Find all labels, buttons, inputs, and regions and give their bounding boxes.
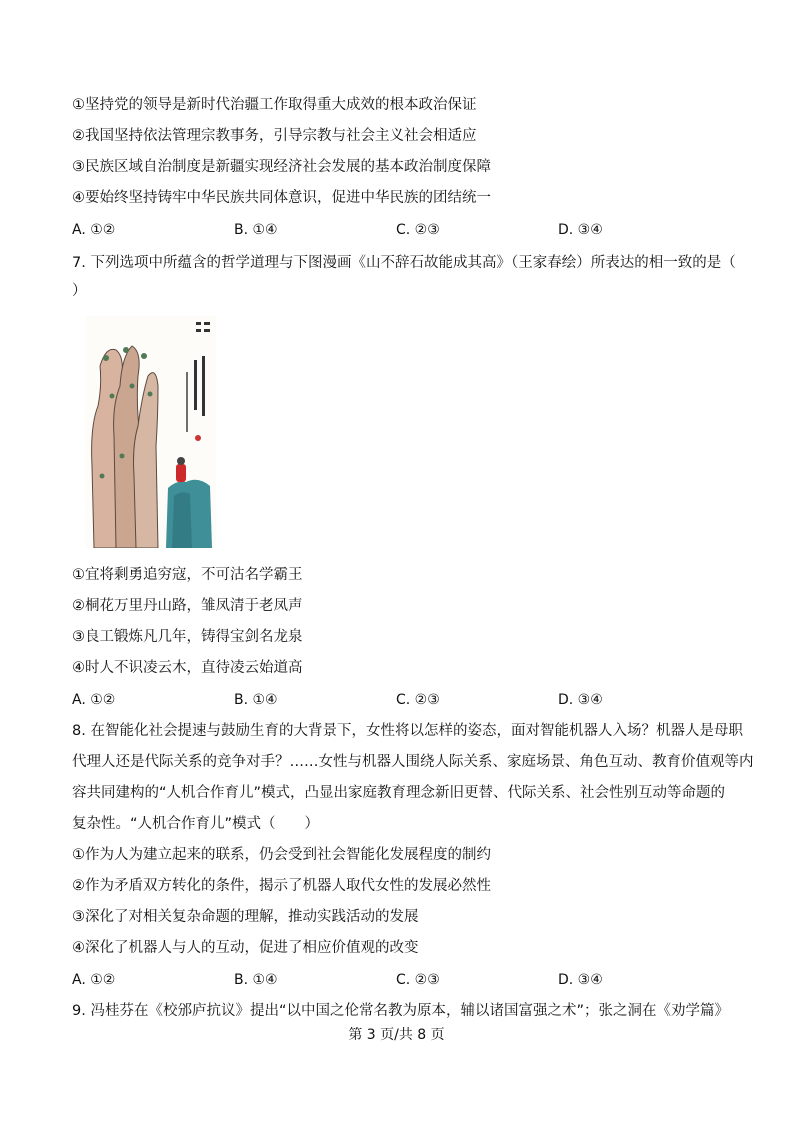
ink-painting-mountain-icon [86, 316, 216, 548]
q6-statement-4: ④要始终坚持铸牢中华民族共同体意识，促进中华民族的团结统一 [72, 190, 491, 206]
q8-stem-line-2: 代理人还是代际关系的竞争对手？……女性与机器人围绕人际关系、家庭场景、角色互动、教育价值观等内 [72, 754, 754, 770]
q8-stem-line-1: 8. 在智能化社会提速与鼓励生育的大背景下，女性将以怎样的姿态，面对智能机器人入场？机器人是母职 [72, 723, 743, 739]
ink-painting-mountain-figure [86, 316, 216, 548]
page-number: 第 3 页/共 8 页 [348, 1027, 445, 1043]
q7-statement-3: ③良工锻炼凡几年，铸得宝剑名龙泉 [72, 629, 303, 645]
q6-option-b: B. ①④ [234, 222, 278, 238]
q7-statement-2: ②桐花万里丹山路，雏凤清于老凤声 [72, 598, 303, 614]
q8-option-d: D. ③④ [558, 972, 603, 988]
q8-stem-line-3: 容共同建构的“人机合作育儿”模式，凸显出家庭教育理念新旧更替、代际关系、社会性别互动等命题的 [72, 785, 726, 801]
q6-statement-2: ②我国坚持依法管理宗教事务，引导宗教与社会主义社会相适应 [72, 128, 477, 144]
q8-option-b: B. ①④ [234, 972, 278, 988]
q7-stem-line-2: ） [72, 283, 87, 299]
q8-statement-4: ④深化了机器人与人的互动，促进了相应价值观的改变 [72, 940, 419, 956]
q8-statement-1: ①作为人为建立起来的联系，仍会受到社会智能化发展程度的制约 [72, 847, 491, 863]
q8-option-c: C. ②③ [396, 972, 440, 988]
q8-stem-line-4: 复杂性。“人机合作育儿”模式（ ） [72, 816, 320, 832]
q7-option-d: D. ③④ [558, 692, 603, 708]
q6-statement-3: ③民族区域自治制度是新疆实现经济社会发展的基本政治制度保障 [72, 159, 491, 175]
q6-option-a: A. ①② [72, 222, 116, 238]
q7-statement-1: ①宜将剩勇追穷寇，不可沽名学霸王 [72, 567, 303, 583]
q7-option-b: B. ①④ [234, 692, 278, 708]
q6-statement-1: ①坚持党的领导是新时代治疆工作取得重大成效的根本政治保证 [72, 97, 477, 113]
q8-statement-3: ③深化了对相关复杂命题的理解，推动实践活动的发展 [72, 909, 419, 925]
q9-stem-line-1: 9. 冯桂芬在《校邠庐抗议》提出“以中国之伦常名教为原本，辅以诸国富强之术”；张之洞在《劝学篇》 [72, 1003, 729, 1019]
q6-option-d: D. ③④ [558, 222, 603, 238]
q8-statement-2: ②作为矛盾双方转化的条件，揭示了机器人取代女性的发展必然性 [72, 878, 491, 894]
q7-option-a: A. ①② [72, 692, 116, 708]
q7-statement-4: ④时人不识凌云木，直待凌云始道高 [72, 660, 303, 676]
q7-option-c: C. ②③ [396, 692, 440, 708]
q7-stem-line-1: 7. 下列选项中所蕴含的哲学道理与下图漫画《山不辞石故能成其高》（王家春绘）所表达的相一致的是（ [72, 255, 736, 271]
q6-option-c: C. ②③ [396, 222, 440, 238]
q8-option-a: A. ①② [72, 972, 116, 988]
